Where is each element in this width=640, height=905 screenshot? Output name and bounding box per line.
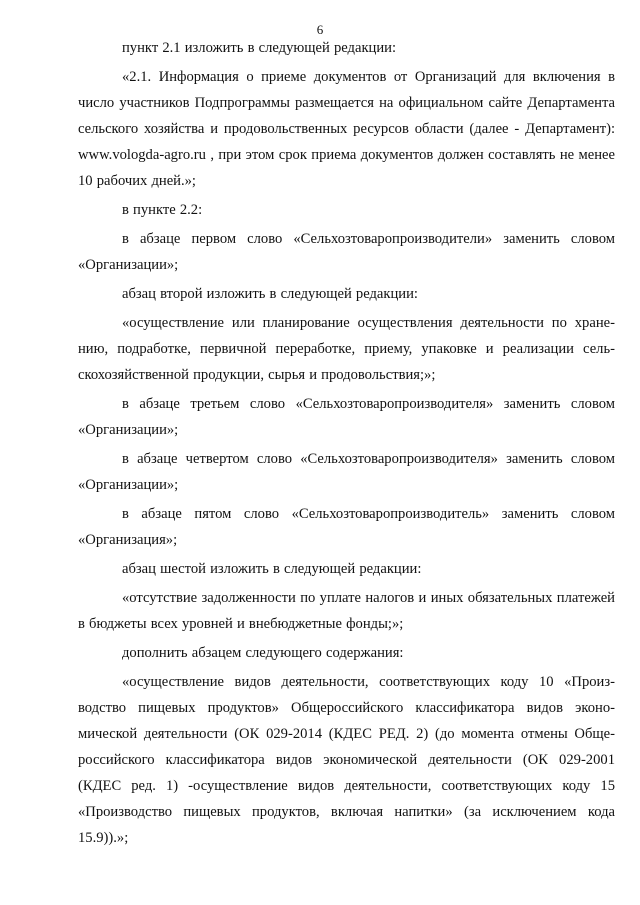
paragraph-point-2-1-text: «2.1. Информация о приеме документов от Организаций для включения в число участников Подпрограммы размещается на официальном сайте Департамента сельского хозяйства и продовольственных ресурсов области (далее - Департамент): www.vologda-agro.ru , при этом срок приема документов должен составлять не менее 10 рабочих дней.»;	[78, 69, 615, 189]
paragraph-fourth-abzac: в абзаце четвертом слово «Сельхозтоваропроизводителя» заменить словом «Организации»;	[78, 451, 615, 493]
paragraph-supplement: дополнить абзацем следующего содержания:	[122, 645, 404, 661]
document-body	[78, 35, 615, 851]
paragraph-fifth-abzac: в абзаце пятом слово «Сельхозтоваропроизводитель» заменить словом «Организация»;	[78, 506, 615, 548]
paragraph-sixth-abzac: абзац шестой изложить в следующей редакции:	[122, 561, 422, 577]
paragraph-amend-point-2-2: в пункте 2.2:	[122, 202, 203, 218]
paragraph-second-abzac: абзац второй изложить в следующей редакции:	[122, 286, 418, 302]
paragraph-sixth-abzac-text: «отсутствие задолженности по уплате налогов и иных обязательных платежей в бюджеты всех уровней и внебюджетные фонды;»;	[78, 590, 615, 632]
paragraph-amend-point-2-1: пункт 2.1 изложить в следующей редакции:	[122, 40, 397, 56]
paragraph-third-abzac: в абзаце третьем слово «Сельхозтоваропроизводителя» заменить словом «Организации»;	[78, 396, 615, 438]
page-number: 6	[316, 22, 324, 37]
paragraph-first-abzac: в абзаце первом слово «Сельхозтоваропроизводители» заменить словом «Организации»;	[78, 231, 615, 273]
paragraph-supplement-text: «осуществление видов деятельности, соответствующих коду 10 «Производство пищевых продуктов» Общероссийского классификатора видов экономической деятельности (ОК 029-2014 (КДЕС РЕД. 2) (до момента отмены Общероссийского классификатора видов экономической деятельности (ОК 029-2001 (КДЕС ред. 1) -осуществление видов деятельности, соответствующих коду 15 «Производство пищевых продуктов, включая напитки» (за исключением кода 15.9)).»;	[78, 674, 615, 846]
paragraph-second-abzac-text: «осуществление или планирование осуществления деятельности по хранению, подработке, первичной переработке, приему, упаковке и реализации сельскохозяйственной продукции, сырья и продовольствия;»;	[78, 315, 615, 383]
